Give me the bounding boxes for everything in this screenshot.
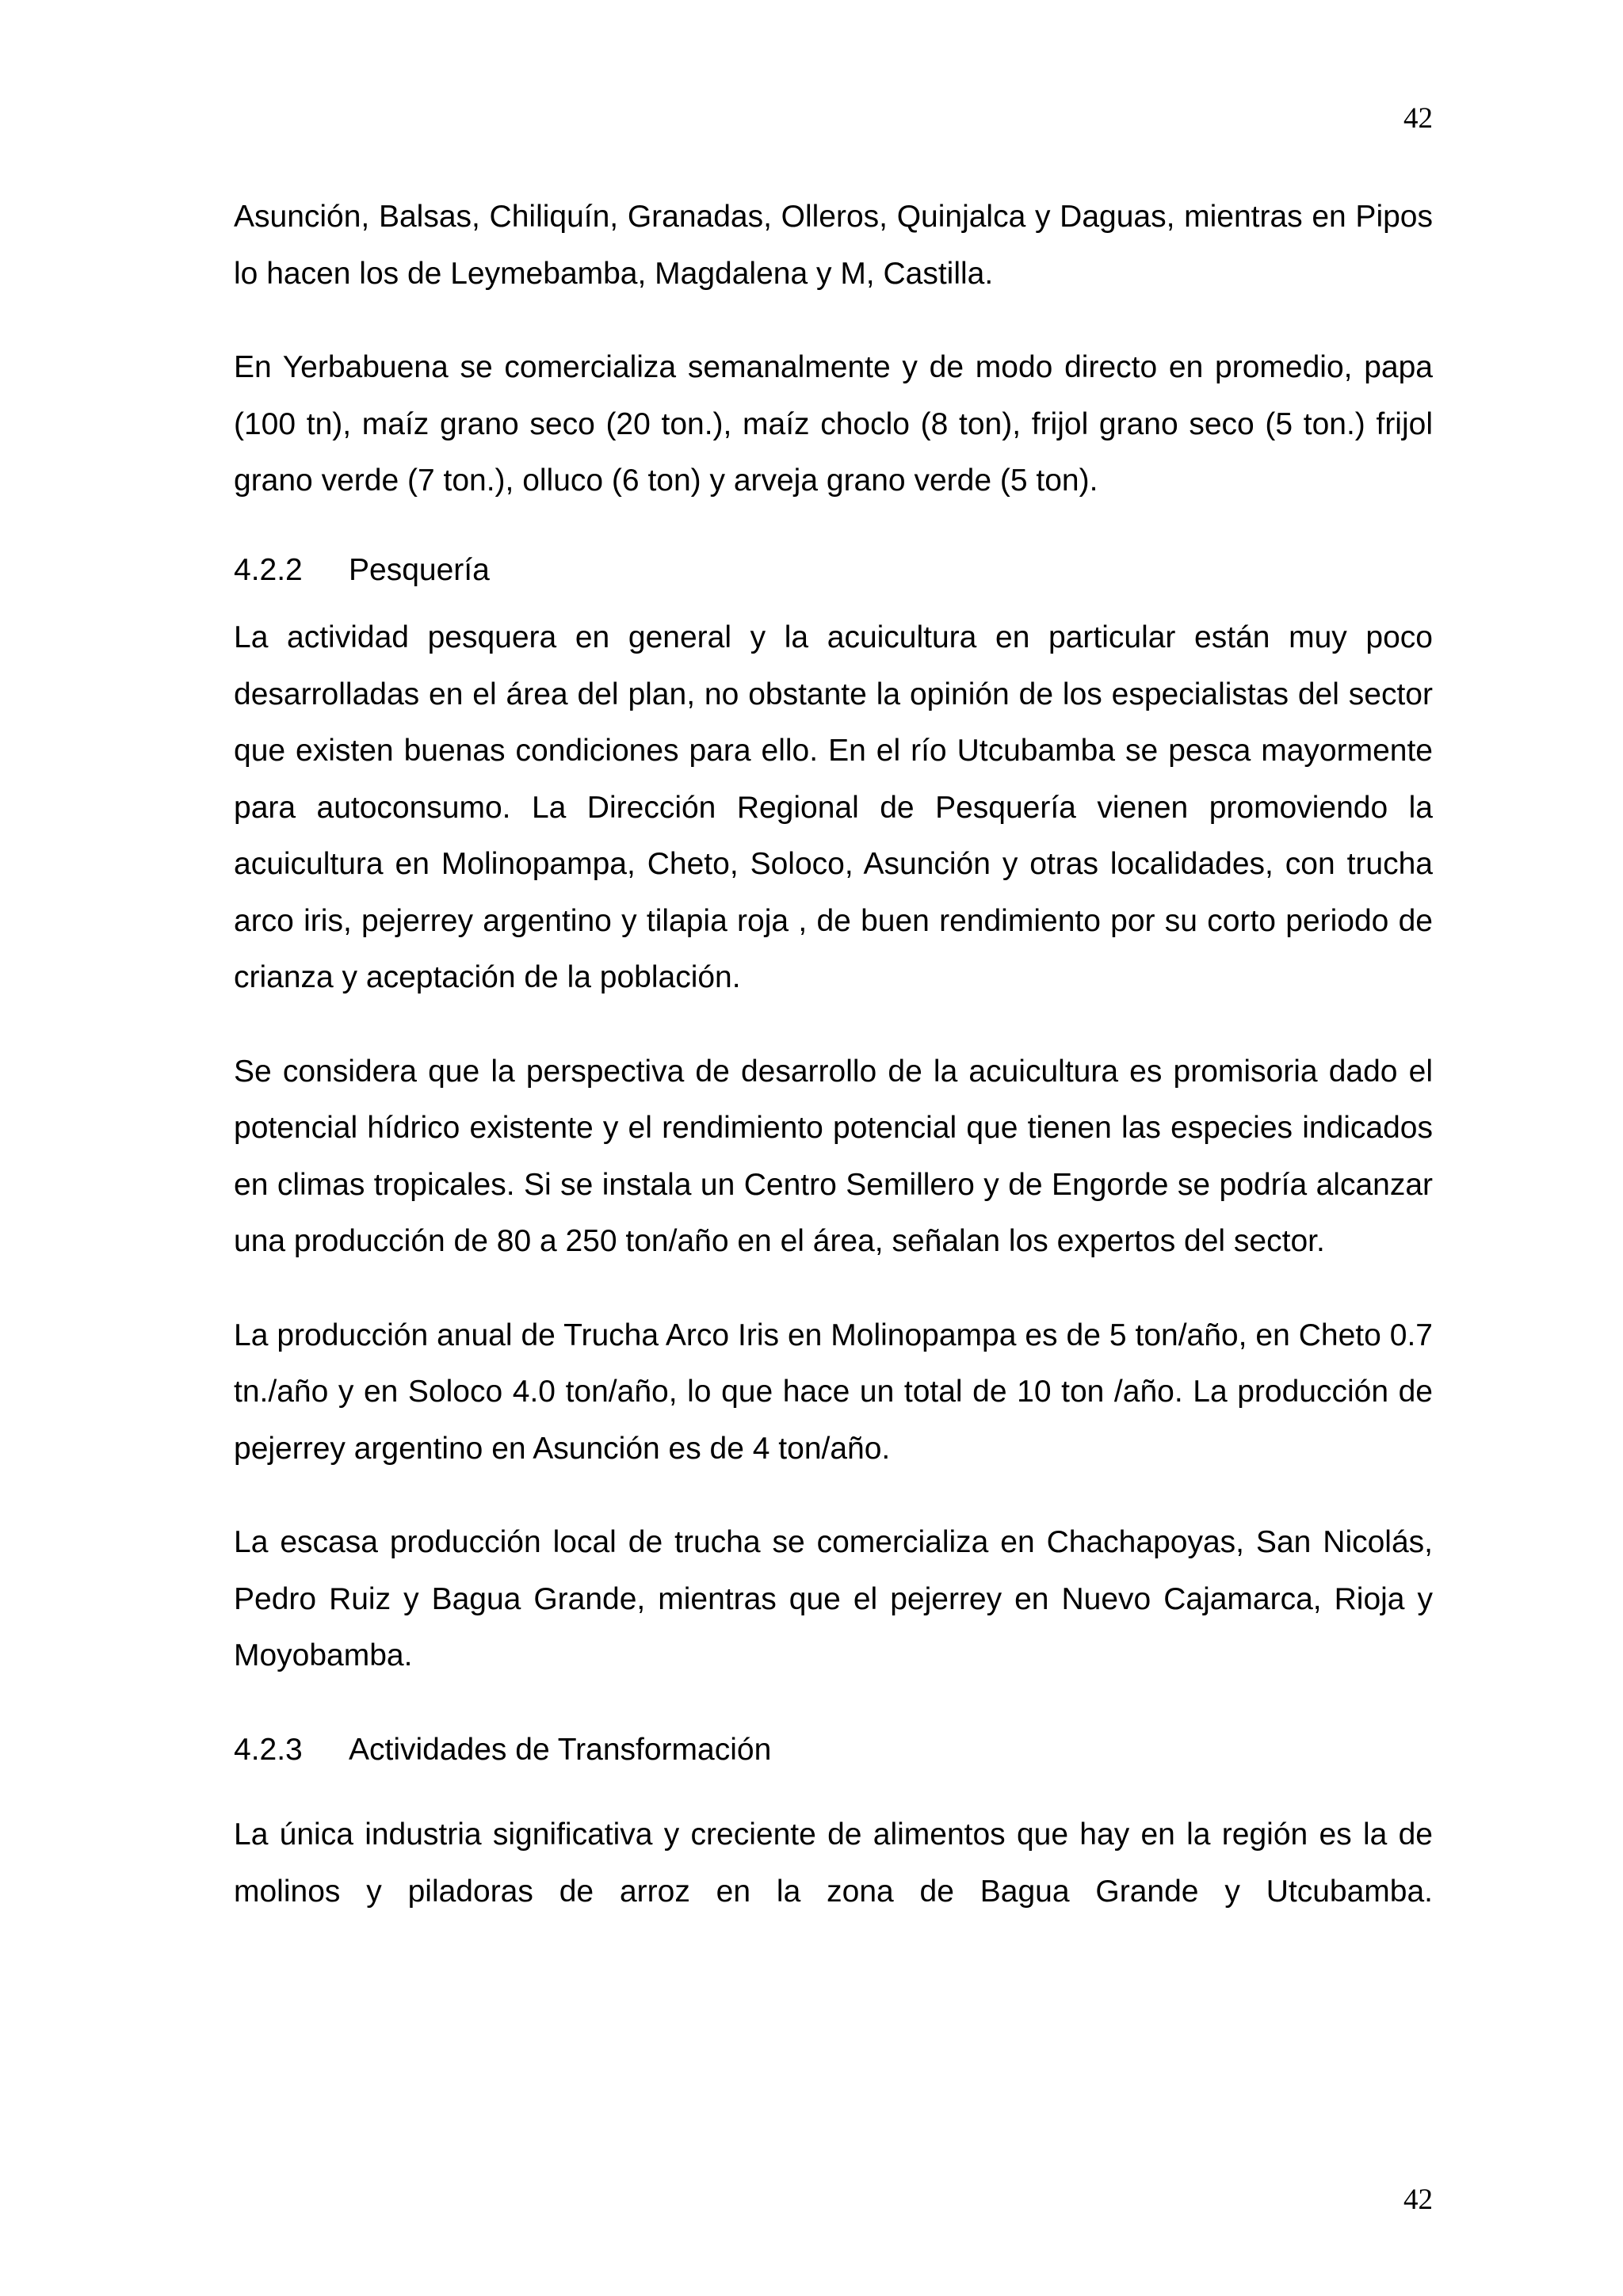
paragraph-trout-production: La producción anual de Trucha Arco Iris en Molinopampa es de 5 ton/año, en Cheto 0.7 tn./año y en Soloco 4.0 ton/año, lo que hace un total de 10 ton /año. La producción de pejerrey argentino en Asunción es de 4 ton/año. [234,1318,1433,1466]
paragraph-fishing-activity: La actividad pesquera en general y la acuicultura en particular están muy poco desarrolladas en el área del plan, no obstante la opinión de los especialistas del sector que existen buenas condiciones para ello. En el río Utcubamba se pesca mayormente para autoconsumo. La Dirección Regional de Pesquería vienen promoviendo la acuicultura en Molinopampa, Cheto, Soloco, Asunción y otras localidades, con trucha arco iris, pejerrey argentino y tilapia roja , de buen rendimiento por su corto periodo de crianza y aceptación de la población. [234,620,1433,994]
section-heading-transformacion [234,1722,1433,1779]
paragraph-food-industry: La única industria significativa y creciente de alimentos que hay en la región es la de molinos y piladoras de arroz en la zona de Bagua Grande y Utcubamba. [234,1817,1433,1909]
paragraph-yerbabuena: En Yerbabuena se comercializa semanalmente y de modo directo en promedio, papa (100 tn), maíz grano seco (20 ton.), maíz choclo (8 ton), frijol grano seco (5 ton.) frijol grano verde (7 ton.), olluco (6 ton) y arveja grano verde (5 ton). [234,350,1433,498]
paragraph-trout-commerce: La escasa producción local de trucha se comercializa en Chachapoyas, San Nicolás, Pedro Ruiz y Bagua Grande, mientras que el pejerrey en Nuevo Cajamarca, Rioja y Moyobamba. [234,1525,1433,1672]
section-title: Actividades de Transformación [349,1732,772,1767]
document-body [234,189,1433,1920]
section-number: 4.2.2 [234,552,303,587]
paragraph-aquaculture-outlook: Se considera que la perspectiva de desarrollo de la acuicultura es promisoria dado el potencial hídrico existente y el rendimiento potencial que tienen las especies indicados en climas tropicales. Si se instala un Centro Semillero y de Engorde se podría alcanzar una producción de 80 a 250 ton/año en el área, señalan los expertos del sector. [234,1054,1433,1258]
section-heading-pesqueria [234,542,1433,599]
section-title: Pesquería [349,552,490,587]
section-number: 4.2.3 [234,1732,303,1767]
page-number-bottom: 42 [1403,2183,1433,2216]
paragraph-markets: Asunción, Balsas, Chiliquín, Granadas, Olleros, Quinjalca y Daguas, mientras en Pipos lo hacen los de Leymebamba, Magdalena y M, Castilla. [234,200,1433,291]
page-number-top: 42 [1403,102,1433,135]
